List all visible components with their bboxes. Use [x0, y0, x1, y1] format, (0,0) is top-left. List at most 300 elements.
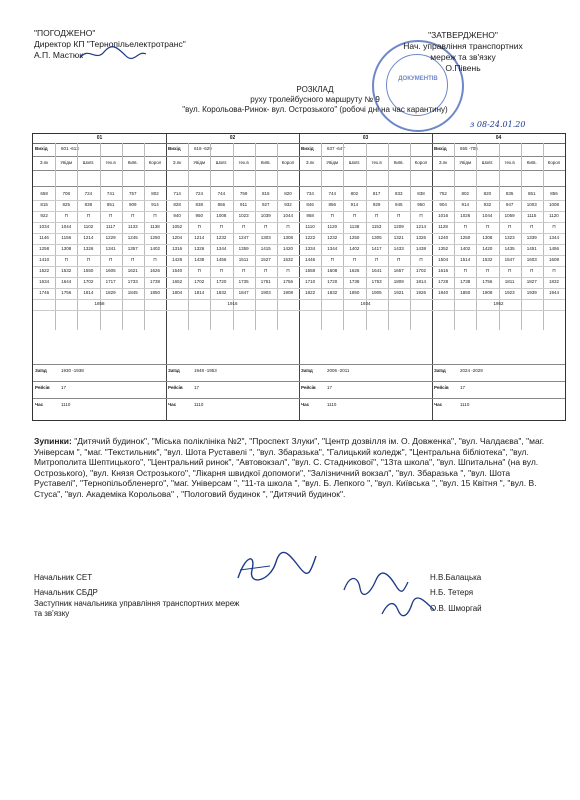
time-cell: П — [131, 257, 135, 262]
time-cell: 1420 — [282, 246, 293, 251]
time-cell: 1247 — [238, 235, 249, 240]
time-cell: 1357 — [127, 246, 138, 251]
title-line-2: руху тролейбусного маршруту № 9 — [250, 95, 380, 104]
title-line-3: "вул. Корольова-Ринок- вул. Острозького" (робочі дні на час карантину) — [182, 105, 448, 114]
time-cell: 1916 — [227, 301, 238, 306]
time-cell: 1316 — [172, 246, 183, 251]
time-cell: 1214 — [83, 235, 94, 240]
time-cell: 815 — [40, 202, 48, 207]
stop-header: Корол — [148, 160, 162, 165]
time-cell: 1652 — [172, 279, 183, 284]
title-line-1: РОЗКЛАД — [296, 85, 334, 94]
approver-name: О.Півень — [445, 63, 481, 73]
time-cell: 1341 — [105, 246, 116, 251]
time-cell: 1245 — [127, 235, 138, 240]
official-stamp: ДОКУМЕНТІВ — [372, 40, 464, 132]
time-cell: 708 — [62, 191, 71, 196]
time-cell: 802 — [151, 191, 159, 196]
time-cell: 1751 — [260, 279, 271, 284]
time-cell: 929 — [372, 202, 381, 207]
time-cell: 1323 — [504, 235, 515, 240]
schedule-block — [166, 134, 300, 420]
time-cell: 1059 — [504, 213, 515, 218]
time-label: Час — [434, 402, 443, 407]
sbdr-title: Начальник СБДР — [34, 588, 98, 597]
time-cell: 1504 — [438, 257, 449, 262]
exit-label: Вихід — [35, 146, 48, 151]
time-cell: 1250 — [349, 235, 360, 240]
signature-set — [230, 548, 320, 588]
time-cell: 1435 — [504, 246, 515, 251]
time-cell: П — [485, 268, 490, 273]
time-cell: 1339 — [526, 235, 537, 240]
time-row — [299, 278, 432, 286]
time-cell: 958 — [306, 213, 314, 218]
time-cell: 940 — [173, 213, 181, 218]
time-cell: 1352 — [438, 246, 449, 251]
time-row — [432, 256, 565, 264]
time-cell: 1738 — [149, 279, 160, 284]
block-number: 02 — [166, 134, 299, 144]
time-cell: 1428 — [172, 257, 183, 262]
time-row — [166, 267, 299, 275]
time-cell: 851 — [106, 202, 115, 207]
schedule-block — [299, 134, 433, 420]
time-cell: 1138 — [349, 224, 360, 229]
time-cell: 1522 — [39, 268, 50, 273]
time-cell: 1008 — [548, 202, 559, 207]
time-cell: 1044 — [282, 213, 293, 218]
time-cell: 1811 — [504, 279, 515, 284]
time-row — [299, 234, 432, 242]
time-cell: 838 — [84, 202, 93, 207]
time-cell: 1128 — [438, 224, 448, 229]
time-cell: П — [530, 224, 534, 229]
time-cell: 932 — [284, 202, 292, 207]
time-cell: 1710 — [305, 279, 316, 284]
stop-header: Корол — [547, 160, 561, 165]
time-row — [33, 289, 166, 297]
time-cell: 914 — [350, 202, 359, 207]
time-cell: 1903 — [260, 290, 271, 295]
time-cell: П — [507, 268, 512, 273]
time-cell: 1908 — [282, 290, 293, 295]
time-cell: 825 — [62, 202, 71, 207]
time-row — [166, 234, 299, 242]
time-row — [33, 256, 166, 264]
time-cell: 1540 — [172, 268, 183, 273]
time-cell: 1735 — [238, 279, 249, 284]
time-cell: П — [374, 257, 379, 262]
time-cell: 1720 — [327, 279, 338, 284]
time-value: 1110 — [460, 402, 470, 407]
time-cell: 1756 — [482, 279, 493, 284]
time-cell: 1603 — [526, 257, 537, 262]
time-cell: 817 — [372, 191, 381, 196]
time-row — [299, 289, 432, 297]
time-row — [33, 223, 166, 231]
time-cell: 1039 — [260, 213, 271, 218]
time-cell: 914 — [151, 202, 159, 207]
time-cell: П — [286, 224, 290, 229]
time-row — [432, 289, 565, 297]
time-cell: П — [64, 257, 68, 262]
time-cell: 1532 — [282, 257, 293, 262]
stop-header: Корол — [281, 160, 295, 165]
approval-right — [388, 30, 538, 74]
time-cell: П — [86, 213, 91, 218]
time-cell: П — [507, 224, 512, 229]
stop-header: З.пк — [172, 160, 182, 165]
time-cell: 1344 — [327, 246, 338, 251]
handwritten-date: з 08-24.01.20 — [470, 120, 526, 129]
trips-value: 17 — [327, 385, 333, 390]
time-cell: 1303 — [260, 235, 271, 240]
time-cell: 1321 — [393, 235, 404, 240]
time-cell: 1626 — [349, 268, 360, 273]
time-cell: 1433 — [393, 246, 404, 251]
exit-times: 655 -705 — [460, 146, 478, 151]
time-cell: П — [286, 268, 290, 273]
time-cell: 1456 — [548, 246, 559, 251]
time-cell: 1753 — [371, 279, 382, 284]
time-cell: 1641 — [371, 268, 382, 273]
time-cell: 1532 — [61, 268, 72, 273]
time-cell: 1232 — [327, 235, 338, 240]
time-cell: П — [197, 268, 201, 273]
time-cell: П — [530, 268, 534, 273]
time-cell: 1822 — [305, 290, 316, 295]
time-cell: 820 — [483, 191, 492, 196]
time-cell: 1250 — [460, 235, 471, 240]
time-cell: 833 — [395, 191, 403, 196]
time-cell: 1756 — [61, 290, 72, 295]
time-cell: 744 — [217, 191, 226, 196]
stops-list — [34, 436, 554, 500]
time-cell: 1702 — [194, 279, 205, 284]
time-cell: 1308 — [282, 235, 293, 240]
trips-label: Рейсів — [301, 385, 316, 390]
director-position: Директор КП "Тернопільелектротранс" — [34, 39, 186, 49]
time-cell: 914 — [461, 202, 470, 207]
stop-header: Увідм — [326, 160, 339, 165]
time-row — [432, 190, 565, 198]
stop-header: тех.в — [238, 160, 249, 165]
time-row — [299, 212, 432, 220]
time-row — [33, 278, 166, 286]
time-row — [33, 267, 166, 275]
time-cell: П — [352, 213, 357, 218]
arrival-label: Заїзд — [35, 368, 47, 373]
time-cell: П — [397, 213, 401, 218]
time-cell: 950 — [417, 202, 425, 207]
approver-position-1: Нач. управління транспортних — [403, 41, 523, 51]
time-cell: 1847 — [238, 290, 249, 295]
time-cell: 1308 — [61, 246, 72, 251]
time-cell: 1420 — [482, 246, 493, 251]
arrival-label: Заїзд — [168, 368, 180, 373]
time-row — [299, 245, 432, 253]
time-cell: 1026 — [460, 213, 471, 218]
time-cell: 1120 — [549, 213, 559, 218]
time-cell: 947 — [505, 202, 514, 207]
time-cell: П — [264, 268, 268, 273]
stop-header: тех.в — [371, 160, 382, 165]
time-cell: 1558 — [305, 268, 316, 273]
time-cell: 802 — [350, 191, 359, 196]
time-cell: 909 — [129, 202, 137, 207]
document-title — [150, 85, 480, 115]
time-cell: 724 — [195, 191, 204, 196]
time-cell: 911 — [240, 202, 248, 207]
time-cell: 1138 — [150, 224, 160, 229]
stop-header: Київ. — [127, 160, 138, 165]
time-row — [166, 223, 299, 231]
trips-value: 17 — [460, 385, 466, 390]
time-cell: П — [352, 257, 357, 262]
time-cell: 1305 — [371, 235, 382, 240]
time-row — [299, 201, 432, 209]
name-balatska: Н.В.Балацька — [430, 573, 482, 582]
arrival-label: Заїзд — [301, 368, 313, 373]
time-cell: 1858 — [94, 301, 105, 306]
time-cell: 1616 — [438, 268, 449, 273]
time-cell: 927 — [262, 202, 270, 207]
time-cell: 1451 — [526, 246, 537, 251]
time-cell: 1804 — [172, 290, 183, 295]
schedule-block — [432, 134, 565, 420]
time-cell: 1850 — [460, 290, 471, 295]
name-teterya: Н.Б. Тетеря — [430, 588, 474, 597]
time-cell: 1229 — [105, 235, 116, 240]
time-row — [432, 245, 565, 253]
time-cell: 838 — [195, 202, 204, 207]
time-value: 1110 — [327, 402, 337, 407]
time-cell: П — [108, 257, 113, 262]
arrival-value: 2006 -2011 — [327, 368, 350, 373]
time-cell: 744 — [328, 191, 337, 196]
schedule-block — [33, 134, 167, 420]
time-row — [33, 300, 166, 308]
stop-header: Увідм — [193, 160, 206, 165]
arrival-value: 1948 -1953 — [194, 368, 217, 373]
stop-header: Київ. — [393, 160, 404, 165]
time-cell: П — [552, 224, 556, 229]
time-row — [432, 212, 565, 220]
time-cell: 1326 — [194, 246, 205, 251]
time-cell: 1840 — [438, 290, 449, 295]
time-cell: 1115 — [527, 213, 537, 218]
time-cell: 1417 — [371, 246, 382, 251]
time-cell: 1308 — [482, 235, 493, 240]
time-cell: 856 — [550, 191, 558, 196]
time-cell: 1634 — [39, 279, 50, 284]
time-cell: 1733 — [127, 279, 138, 284]
time-cell: П — [485, 224, 490, 229]
time-cell: 815 — [262, 191, 270, 196]
time-cell: 1756 — [282, 279, 293, 284]
time-cell: 1547 — [504, 257, 515, 262]
signature-sbdr — [340, 570, 410, 598]
stop-header: Шовт. — [82, 160, 95, 165]
time-cell: 820 — [284, 191, 292, 196]
time-cell: 1240 — [438, 235, 449, 240]
time-cell: П — [86, 257, 91, 262]
time-cell: 1232 — [216, 235, 227, 240]
time-row — [33, 245, 166, 253]
time-cell: П — [153, 257, 157, 262]
time-cell: 1044 — [61, 224, 72, 229]
time-cell: 1952 — [493, 301, 504, 306]
time-cell: 1746 — [39, 290, 50, 295]
time-cell: 1326 — [415, 235, 426, 240]
time-cell: 1344 — [216, 246, 227, 251]
time-cell: 1814 — [83, 290, 94, 295]
time-cell: 1034 — [39, 224, 50, 229]
time-cell: 922 — [40, 213, 48, 218]
time-cell: 1809 — [393, 279, 404, 284]
time-cell: 851 — [528, 191, 536, 196]
schedule-table — [32, 133, 566, 421]
time-value: 1110 — [194, 402, 204, 407]
time-row — [33, 234, 166, 242]
time-cell: 1438 — [194, 257, 205, 262]
time-cell: 856 — [217, 202, 226, 207]
time-cell: 1850 — [349, 290, 360, 295]
time-cell: 1044 — [482, 213, 493, 218]
time-cell: 1905 — [371, 290, 382, 295]
time-cell: 1410 — [39, 257, 50, 262]
time-label: Час — [301, 402, 310, 407]
time-cell: П — [330, 257, 334, 262]
time-cell: 1832 — [327, 290, 338, 295]
time-cell: 752 — [439, 191, 447, 196]
time-cell: 950 — [195, 213, 204, 218]
time-cell: 1402 — [349, 246, 360, 251]
trips-label: Рейсів — [434, 385, 449, 390]
time-cell: 1344 — [548, 235, 559, 240]
time-row — [166, 278, 299, 286]
time-cell: 1146 — [39, 235, 49, 240]
director-name: А.П. Мастюк — [34, 50, 84, 60]
stop-header: Шовт. — [348, 160, 361, 165]
time-cell: 856 — [328, 202, 337, 207]
time-cell: 1608 — [548, 257, 559, 262]
time-cell: 759 — [239, 191, 248, 196]
time-cell: 1605 — [105, 268, 116, 273]
time-cell: 1102 — [83, 224, 94, 229]
approved-label: "ЗАТВЕРДЖЕНО" — [428, 30, 498, 40]
time-cell: П — [131, 213, 135, 218]
time-value: 1110 — [61, 402, 71, 407]
time-cell: 1845 — [127, 290, 138, 295]
time-cell: 1829 — [105, 290, 116, 295]
time-cell: 1728 — [438, 279, 449, 284]
time-cell: П — [197, 224, 201, 229]
time-cell: П — [463, 224, 467, 229]
time-cell: 904 — [439, 202, 447, 207]
arrival-label: Заїзд — [434, 368, 446, 373]
time-cell: 1214 — [194, 235, 205, 240]
time-cell: 1117 — [105, 224, 116, 229]
time-cell: 1720 — [216, 279, 227, 284]
time-cell: 1402 — [460, 246, 471, 251]
time-cell: 1832 — [548, 279, 559, 284]
block-number: 04 — [432, 134, 565, 144]
time-cell: П — [108, 213, 113, 218]
time-row — [166, 245, 299, 253]
time-cell: 932 — [483, 202, 492, 207]
stop-header: З.пк — [305, 160, 315, 165]
time-cell: П — [419, 257, 423, 262]
time-cell: 1120 — [327, 224, 338, 229]
time-row — [432, 300, 565, 308]
trips-label: Рейсів — [35, 385, 50, 390]
agreed-label: "ПОГОДЖЕНО" — [34, 28, 96, 38]
time-cell: 1908 — [482, 290, 493, 295]
exit-times: 601 -613 — [61, 146, 79, 151]
time-row — [299, 300, 432, 308]
time-cell: 1926 — [415, 290, 426, 295]
time-cell: 1621 — [127, 268, 138, 273]
time-cell: 724 — [84, 191, 93, 196]
time-label: Час — [35, 402, 44, 407]
trips-value: 17 — [61, 385, 67, 390]
time-cell: 1153 — [371, 224, 382, 229]
time-row — [432, 278, 565, 286]
time-cell: 1446 — [305, 257, 316, 262]
block-number: 03 — [299, 134, 432, 144]
time-row — [432, 223, 565, 231]
time-cell: 1023 — [238, 213, 249, 218]
stop-header: Корол — [414, 160, 428, 165]
stop-header: Шовт. — [215, 160, 228, 165]
trips-label: Рейсів — [168, 385, 183, 390]
time-cell: 835 — [505, 191, 514, 196]
stop-header: Увідм — [60, 160, 73, 165]
time-cell: 1608 — [327, 268, 338, 273]
time-cell: П — [219, 268, 224, 273]
time-cell: 1814 — [415, 279, 426, 284]
stop-header: тех.в — [105, 160, 116, 165]
stop-header: З.пк — [438, 160, 448, 165]
time-cell: П — [330, 213, 334, 218]
arrival-value: 1930 -1938 — [61, 368, 84, 373]
time-cell: 1250 — [149, 235, 160, 240]
time-cell: 1921 — [393, 290, 404, 295]
time-row — [33, 190, 166, 198]
time-cell: 1110 — [305, 224, 315, 229]
time-cell: 1702 — [415, 268, 426, 273]
time-cell: 1923 — [504, 290, 515, 295]
time-cell: 1326 — [83, 246, 94, 251]
time-cell: 1717 — [105, 279, 116, 284]
exit-label: Вихід — [301, 146, 314, 151]
time-row — [166, 289, 299, 297]
time-cell: 1334 — [305, 246, 316, 251]
time-cell: П — [419, 213, 423, 218]
block-number: 01 — [33, 134, 166, 144]
time-cell: 1934 — [360, 301, 371, 306]
exit-times: 637 -647 — [327, 146, 345, 151]
stop-header: Київ. — [260, 160, 271, 165]
time-row — [299, 223, 432, 231]
time-cell: 714 — [173, 191, 181, 196]
stops-text: "Дитячий будинок", "Міська поліклініка №2", "Проспект Злуки", "Центр дозвілля ім. О. Довженка", "вул. Чалдаєва", "маг. Універсам ", "маг. "Текстильник", "вул. Шота Руставелі ", "вул. Збаразька", "Галицький коледж", "Центральна бібліотека", "вул. Митрополита Шептицького", "Центральний ринок", "Автовокзал", "вул. С. Стадникової", "13та школа", "вул. Шпитальна" (на вул. Острозького), "вул. Князя Острозького", "Лікарня швидкої допомоги", "Залізничний вокзал", "вул. Збаразька ", "вул. Шота Руставелі", "Тернопільобленерго", "маг. Універсам ", "11-та школа ", "вул. Б. Лепкого ", "вул. Київська ", "вул. 15 Квітня ", "вул. В. Стуса", "вул. Академіка Корольова" , "Пологовий будинок ", "Дитячий будинок". — [34, 436, 545, 499]
time-cell: 1644 — [61, 279, 72, 284]
time-row — [166, 300, 299, 308]
time-cell: П — [374, 213, 379, 218]
